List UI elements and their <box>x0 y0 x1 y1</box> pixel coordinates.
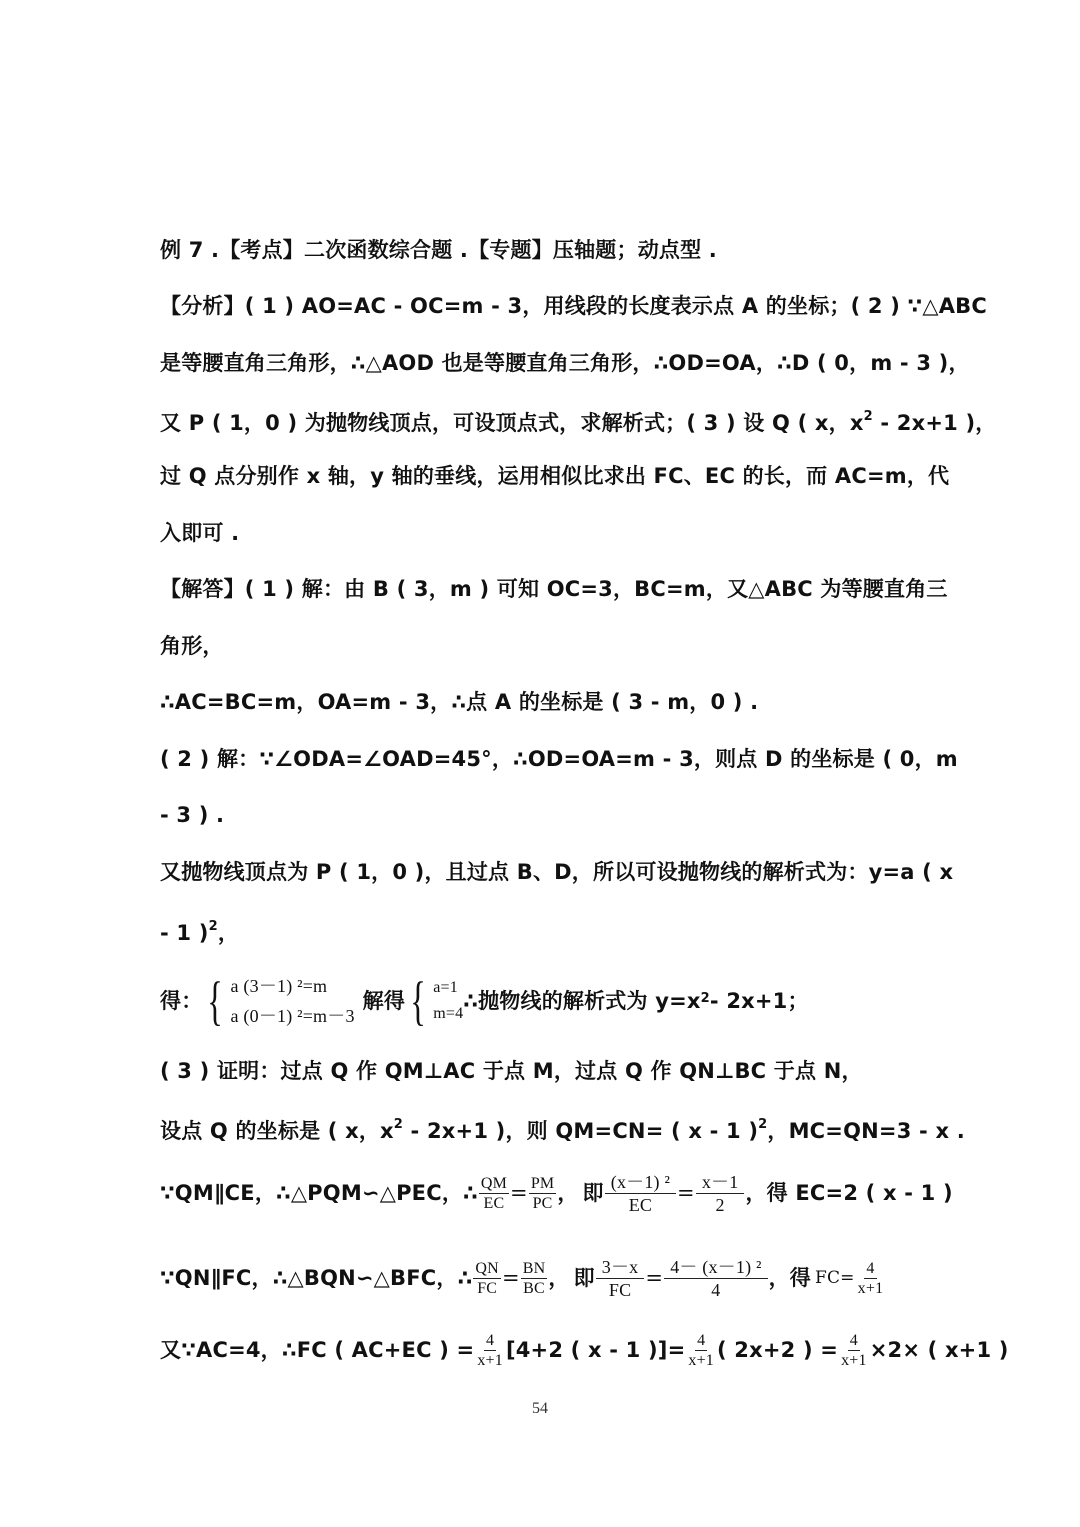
fraction-4mxsq-4: $\frac{\text{4－ (x－1) ²}}{4}$ <box>664 1256 767 1301</box>
part2-line-4: - 1 )$^2$， <box>160 919 240 945</box>
part2-line-3: 又抛物线顶点为 P ( 1，0 )，且过点 B、D，所以可设抛物线的解析式为：y=a ( x <box>160 860 954 884</box>
final-line: 又∵AC=4，∴FC ( AC+EC ) = $\frac{4}{x+1}$ [4+2 ( x - 1 )]= $\frac{4}{x+1}$ ( 2x+2 ) = $\frac{4}{x+1}$ ×2× ( x+1 ) <box>160 1331 1009 1369</box>
analysis-line-4: 过 Q 点分别作 x 轴，y 轴的垂线，运用相似比求出 FC、EC 的长，而 AC=m，代 <box>160 464 950 488</box>
solution-line-2: 角形， <box>160 634 224 658</box>
part3-line-1: ( 3 ) 证明：过点 Q 作 QM⊥AC 于点 M，过点 Q 作 QN⊥BC 于点 N， <box>160 1059 863 1083</box>
page-number: 54 <box>532 1400 548 1417</box>
analysis-line-5: 入即可 . <box>160 521 240 545</box>
fraction-4-xp1-c: $\frac{4}{x+1}$ <box>688 1331 714 1369</box>
fraction-4-xp1-a: $\frac{4}{x+1}$ <box>857 1259 884 1297</box>
fraction-bn-bc: $\frac{BN}{BC}$ <box>522 1259 546 1297</box>
fraction-xm1-2: $\frac{x-1}{2}$ <box>696 1171 745 1216</box>
equation-system-line: 得： { a (3－1) ²=m a (0－1) ²=m－3 解得 { a=1 m=4 ∴抛物线的解析式为 y=x $^2$ - 2x+1； <box>160 971 809 1031</box>
equation-system-1: { a (3－1) ²=m a (0－1) ²=m－3 <box>207 971 355 1031</box>
analysis-line-3: 又 P ( 1，0 ) 为抛物线顶点，可设顶点式，求解析式；( 3 ) 设 Q ( x，$x^2 - 2x+1$ )， <box>160 409 997 435</box>
part3-line-2: 设点 Q 的坐标是 ( x，$x^2 - 2x+1$ )，则 QM=CN= ( x - 1 )$^2$，MC=QN=3 - x . <box>160 1117 965 1143</box>
fraction-xm1sq-ec: $\frac{\text{(x－1) ²}}{EC}$ <box>605 1171 676 1216</box>
fraction-qn-fc: $\frac{QN}{FC}$ <box>475 1259 499 1297</box>
fraction-pm-pc: $\frac{PM}{PC}$ <box>530 1174 555 1212</box>
fraction-qm-ec: $\frac{QM}{EC}$ <box>480 1174 508 1212</box>
fraction-4-xp1-b: $\frac{4}{x+1}$ <box>477 1331 503 1369</box>
analysis-line-2: 是等腰直角三角形，∴△AOD 也是等腰直角三角形，∴OD=OA，∴D ( 0，m - 3 )， <box>160 351 970 375</box>
analysis-line-1: 【分析】( 1 ) AO=AC - OC=m - 3，用线段的长度表示点 A 的坐标；( 2 ) ∵△ABC <box>160 294 987 318</box>
fraction-4-xp1-d: $\frac{4}{x+1}$ <box>841 1331 867 1369</box>
fraction-3mx-fc: $\frac{3-x}{FC}$ <box>596 1256 645 1301</box>
example-heading: 例 7 .【考点】二次函数综合题 .【专题】压轴题；动点型 . <box>160 238 717 262</box>
equation-system-2: { a=1 m=4 <box>410 971 464 1031</box>
part2-line-2: - 3 ) . <box>160 803 225 827</box>
solution-line-1: 【解答】( 1 ) 解：由 B ( 3，m ) 可知 OC=3，BC=m，又△ABC 为等腰直角三 <box>160 577 948 601</box>
similarity-line-2: ∵QN∥FC，∴△BQN∽△BFC，∴ $\frac{QN}{FC}$ = $\frac{BN}{BC}$ ， 即 $\frac{3-x}{FC}$ = $\frac{\text{4－ (x－1) ²}}{4}$ ，得 FC= $\frac{4}{x+1}$ <box>160 1256 884 1300</box>
part2-line-1: ( 2 ) 解：∵∠ODA=∠OAD=45°，∴OD=OA=m - 3，则点 D 的坐标是 ( 0，m <box>160 747 958 771</box>
solution-line-3: ∴AC=BC=m，OA=m - 3，∴点 A 的坐标是 ( 3 - m，0 ) . <box>160 690 759 714</box>
similarity-line-1: ∵QM∥CE，∴△PQM∽△PEC，∴ $\frac{QM}{EC}$ = $\frac{PM}{PC}$ ， 即 $\frac{\text{(x－1) ²}}{EC}$ = $\frac{x-1}{2}$ ，得 EC=2 ( x - 1 ) <box>160 1171 953 1215</box>
